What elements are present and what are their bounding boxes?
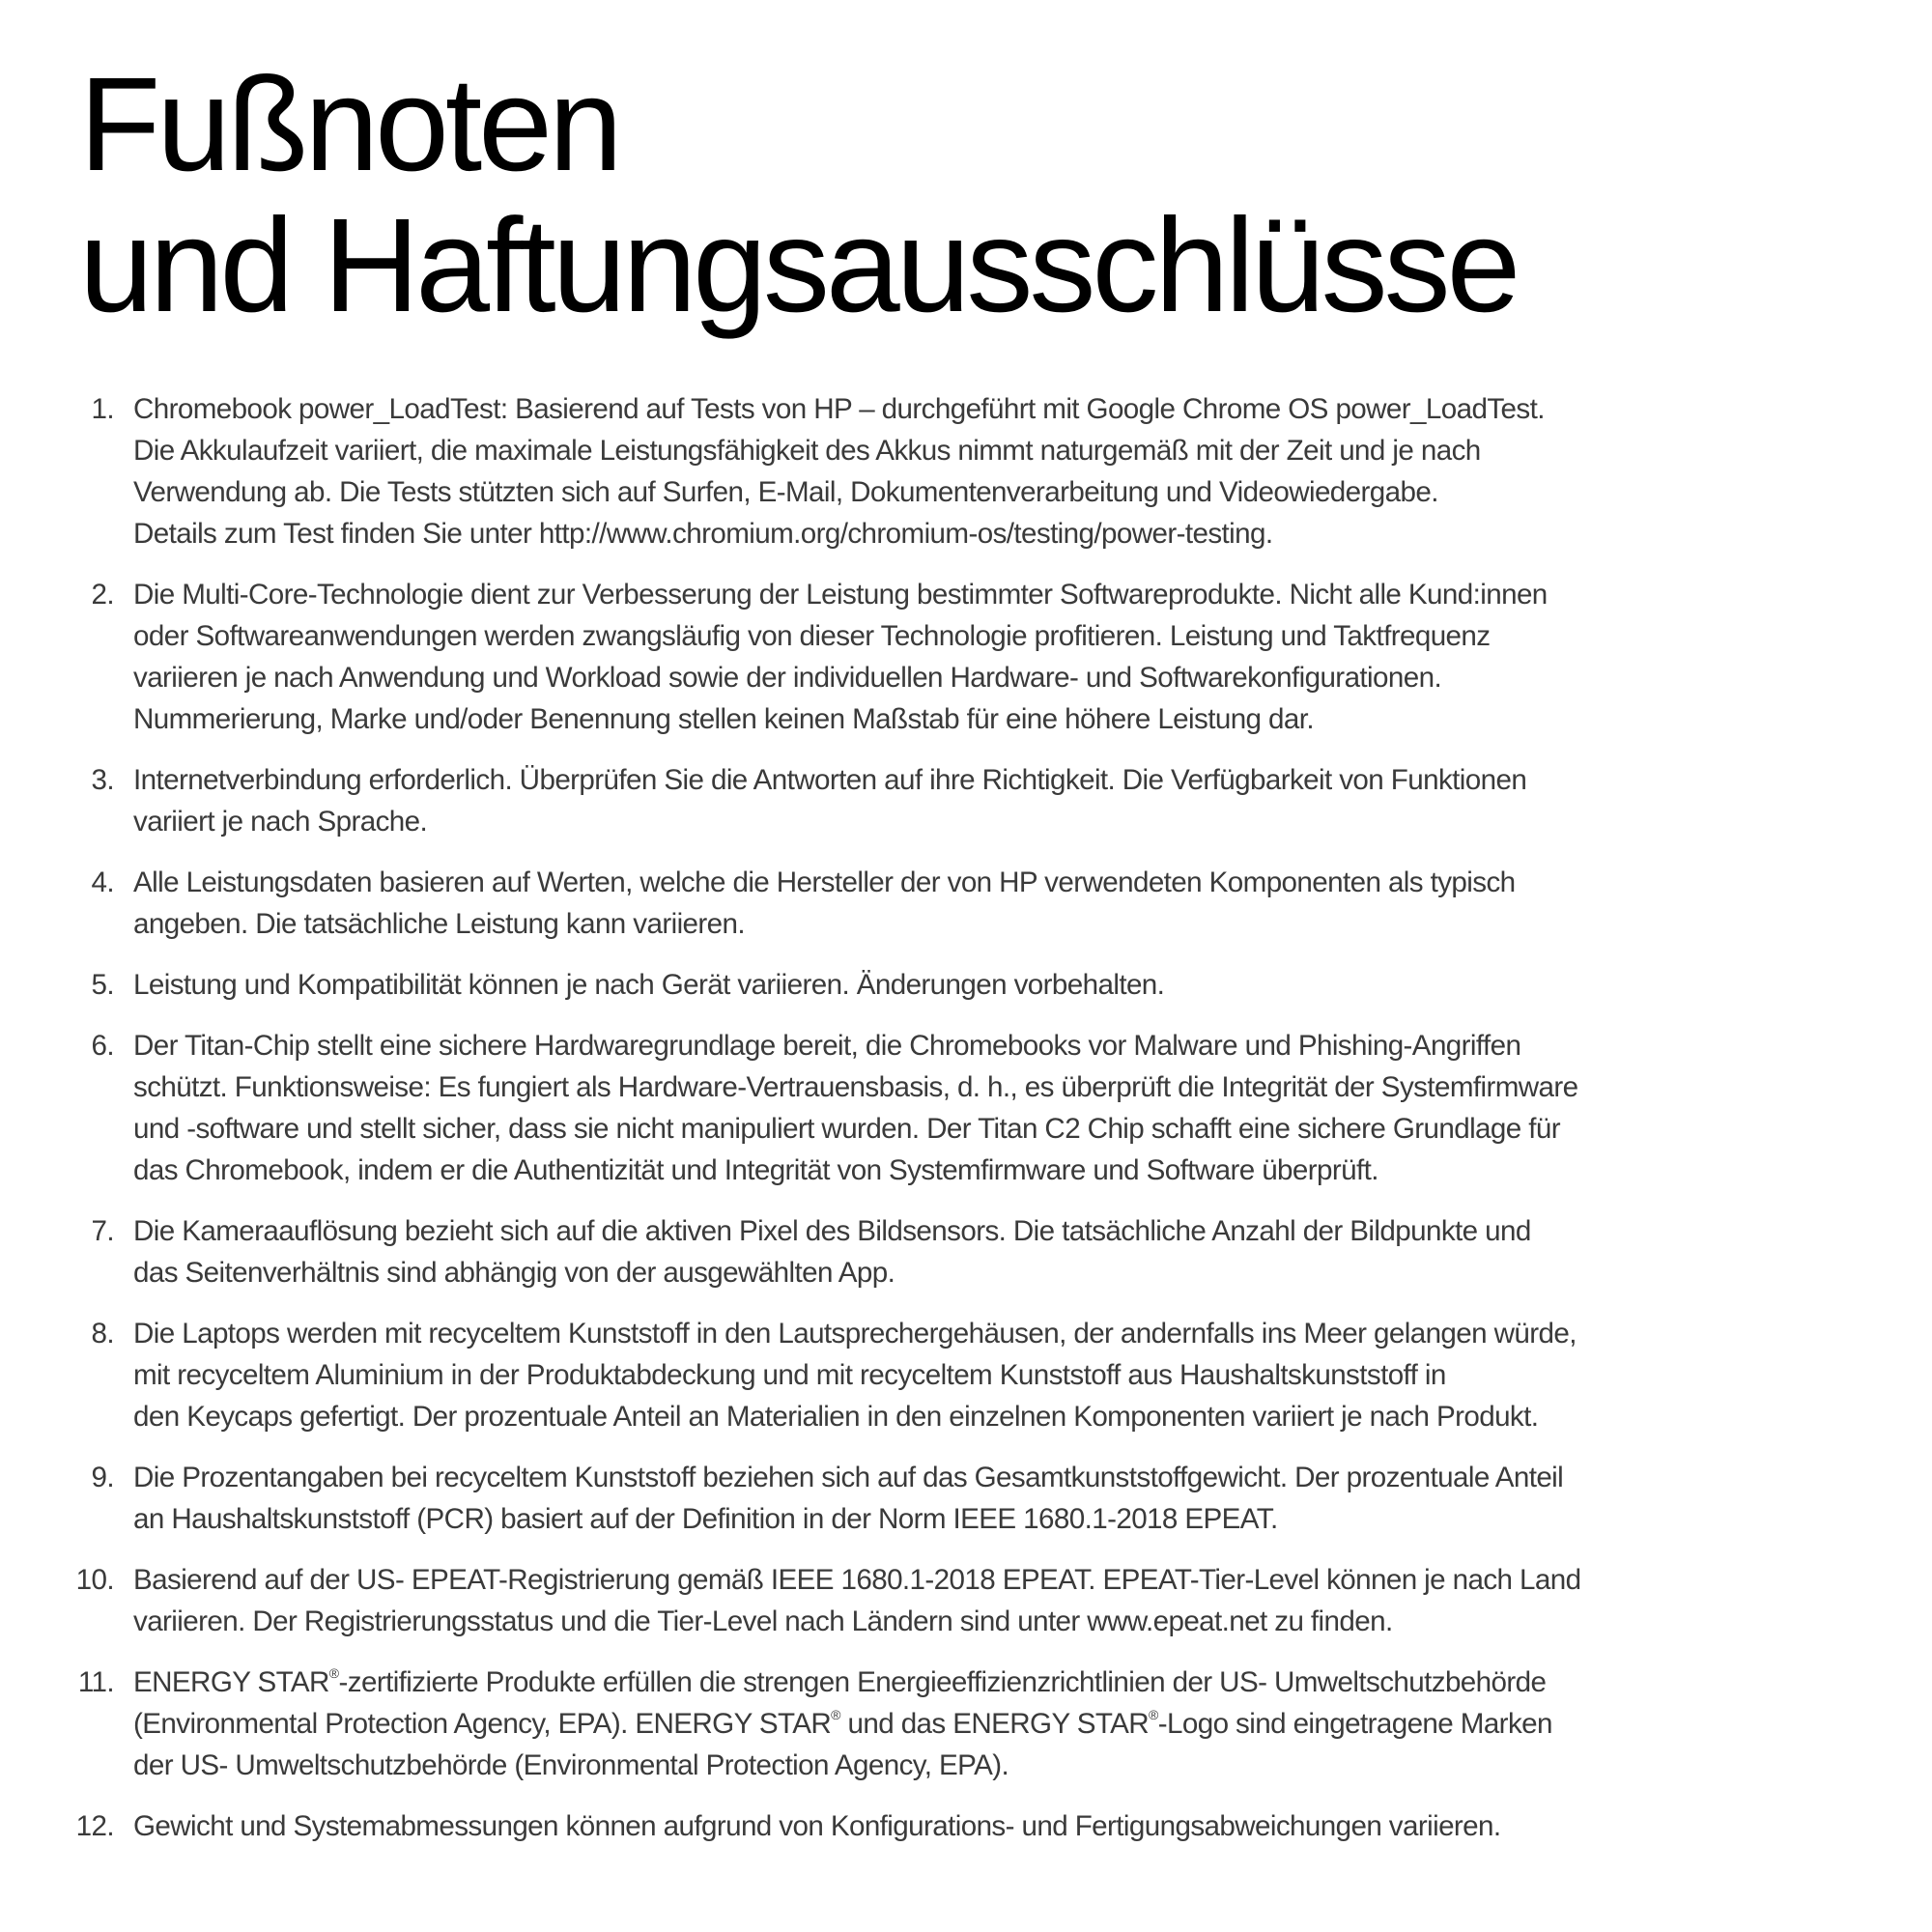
footnote-line: Die Prozentangaben bei recyceltem Kunststoff beziehen sich auf das Gesamtkunststoffgewicht. Der prozentuale Anteil (133, 1462, 1564, 1493)
footnote-number: 9. (91, 1462, 114, 1493)
footnote-line: oder Softwareanwendungen werden zwangsläufig von dieser Technologie profitieren. Leistung und Taktfrequenz (133, 620, 1491, 652)
footnote-line (133, 1662, 1893, 1703)
footnote-line (133, 1703, 1893, 1745)
footnote-text (133, 1805, 1893, 1847)
footnote-line: Alle Leistungsdaten basieren auf Werten, welche die Hersteller der von HP verwendeten Komponenten als typisch (133, 867, 1516, 898)
page-title-line-2: und Haftungsausschlüsse (79, 191, 1518, 340)
footnote-line: Gewicht und Systemabmessungen können aufgrund von Konfigurations- und Fertigungsabweichungen variieren. (133, 1810, 1501, 1842)
footnote-number: 12. (75, 1810, 114, 1842)
footnote-item (58, 574, 1893, 740)
footnote-number: 5. (91, 969, 114, 1001)
footnote-item (58, 964, 1893, 1006)
footnote-number: 7. (91, 1215, 114, 1247)
footnote-text (133, 1457, 1893, 1540)
footnote-line: Chromebook power_LoadTest: Basierend auf Tests von HP – durchgeführt mit Google Chrome OS power_LoadTest. (133, 393, 1545, 425)
footnote-text (133, 1025, 1893, 1191)
footnote-text-run: und das ENERGY STAR (839, 1708, 1150, 1740)
footnote-line: den Keycaps gefertigt. Der prozentuale Anteil an Materialien in den einzelnen Komponenten variiert je nach Produkt. (133, 1401, 1539, 1433)
footnote-number: 3. (91, 764, 114, 796)
footnote-line: Die Multi-Core-Technologie dient zur Verbesserung der Leistung bestimmter Softwareprodukte. Nicht alle Kund:innen (133, 579, 1548, 611)
footnote-line: Die Laptops werden mit recyceltem Kunststoff in den Lautsprechergehäusen, der andernfalls ins Meer gelangen würde, (133, 1318, 1577, 1350)
footnote-text-run: -zertifizierte Produkte erfüllen die strengen Energieeffizienzrichtlinien der US- Umweltschutzbehörde (338, 1666, 1547, 1698)
footnote-line (133, 1745, 1893, 1786)
footnote-text (133, 1210, 1893, 1293)
footnote-line: und -software und stellt sicher, dass sie nicht manipuliert wurden. Der Titan C2 Chip schafft eine sichere Grundlage für (133, 1113, 1560, 1145)
footnote-text (133, 574, 1893, 740)
footnotes-list (58, 388, 1893, 1866)
footnote-line: Die Akkulaufzeit variiert, die maximale Leistungsfähigkeit des Akkus nimmt naturgemäß mit der Zeit und je nach (133, 435, 1481, 467)
footnote-line: Details zum Test finden Sie unter http://www.chromium.org/chromium-os/testing/power-testing. (133, 518, 1273, 550)
footnote-item (58, 1025, 1893, 1191)
footnote-line: an Haushaltskunststoff (PCR) basiert auf der Definition in der Norm IEEE 1680.1-2018 EPEAT. (133, 1503, 1278, 1535)
footnote-line: schützt. Funktionsweise: Es fungiert als Hardware-Vertrauensbasis, d. h., es überprüft die Integrität der Systemfirmware (133, 1071, 1578, 1103)
footnote-number: 6. (91, 1030, 114, 1062)
footnote-line: Die Kameraauflösung bezieht sich auf die aktiven Pixel des Bildsensors. Die tatsächliche Anzahl der Bildpunkte und (133, 1215, 1531, 1247)
footnote-line: mit recyceltem Aluminium in der Produktabdeckung und mit recyceltem Kunststoff aus Haushaltskunststoff in (133, 1359, 1446, 1391)
footnote-item (58, 862, 1893, 945)
footnote-line: Basierend auf der US- EPEAT-Registrierung gemäß IEEE 1680.1-2018 EPEAT. EPEAT-Tier-Level können je nach Land (133, 1564, 1581, 1596)
footnote-number: 1. (91, 393, 114, 425)
footnote-text (133, 964, 1893, 1006)
footnote-item (58, 1313, 1893, 1437)
page-title-line-1: Fußnoten (79, 50, 619, 199)
registered-mark: ® (1149, 1707, 1158, 1722)
registered-mark: ® (328, 1665, 339, 1681)
footnote-text (133, 1662, 1893, 1786)
footnote-line: Internetverbindung erforderlich. Überprüfen Sie die Antworten auf ihre Richtigkeit. Die Verfügbarkeit von Funktionen (133, 764, 1527, 796)
footnote-line: das Chromebook, indem er die Authentizität und Integrität von Systemfirmware und Software überprüft. (133, 1154, 1378, 1186)
footnote-line: variieren. Der Registrierungsstatus und die Tier-Level nach Ländern sind unter www.epeat.net zu finden. (133, 1605, 1393, 1637)
footnote-line: Der Titan-Chip stellt eine sichere Hardwaregrundlage bereit, die Chromebooks vor Malware und Phishing-Angriffen (133, 1030, 1521, 1062)
footnote-line: variieren je nach Anwendung und Workload sowie der individuellen Hardware- und Softwarekonfigurationen. (133, 662, 1442, 694)
registered-mark: ® (831, 1707, 840, 1722)
footnote-item (58, 1457, 1893, 1540)
footnote-text-run: -Logo sind eingetragene Marken (1157, 1708, 1552, 1740)
footnote-text-run: der US- Umweltschutzbehörde (Environmental Protection Agency, EPA). (133, 1749, 1009, 1781)
footnote-item (58, 1210, 1893, 1293)
footnote-item (58, 759, 1893, 842)
footnote-number: 11. (77, 1666, 114, 1698)
footnote-item (58, 1662, 1893, 1786)
footnote-line: Leistung und Kompatibilität können je nach Gerät variieren. Änderungen vorbehalten. (133, 969, 1165, 1001)
footnote-line: angeben. Die tatsächliche Leistung kann variieren. (133, 908, 745, 940)
footnote-number: 8. (91, 1318, 114, 1350)
footnote-item (58, 388, 1893, 554)
footnote-line: Nummerierung, Marke und/oder Benennung stellen keinen Maßstab für eine höhere Leistung dar. (133, 703, 1314, 735)
footnote-number: 10. (75, 1564, 114, 1596)
footnote-text (133, 1559, 1893, 1642)
footnote-text (133, 862, 1893, 945)
footnote-item (58, 1559, 1893, 1642)
footnote-text (133, 388, 1893, 554)
footnote-text (133, 1313, 1893, 1437)
footnote-text-run: (Environmental Protection Agency, EPA). ENERGY STAR (133, 1708, 832, 1740)
footnote-number: 2. (91, 579, 114, 611)
footnote-line: variiert je nach Sprache. (133, 806, 428, 838)
footnote-text (133, 759, 1893, 842)
footnote-number: 4. (91, 867, 114, 898)
footnote-line: das Seitenverhältnis sind abhängig von der ausgewählten App. (133, 1257, 895, 1289)
footnote-text-run: ENERGY STAR (133, 1666, 329, 1698)
footnote-item (58, 1805, 1893, 1847)
footnote-line: Verwendung ab. Die Tests stützten sich auf Surfen, E-Mail, Dokumentenverarbeitung und Videowiedergabe. (133, 476, 1438, 508)
page-title (79, 50, 1518, 340)
